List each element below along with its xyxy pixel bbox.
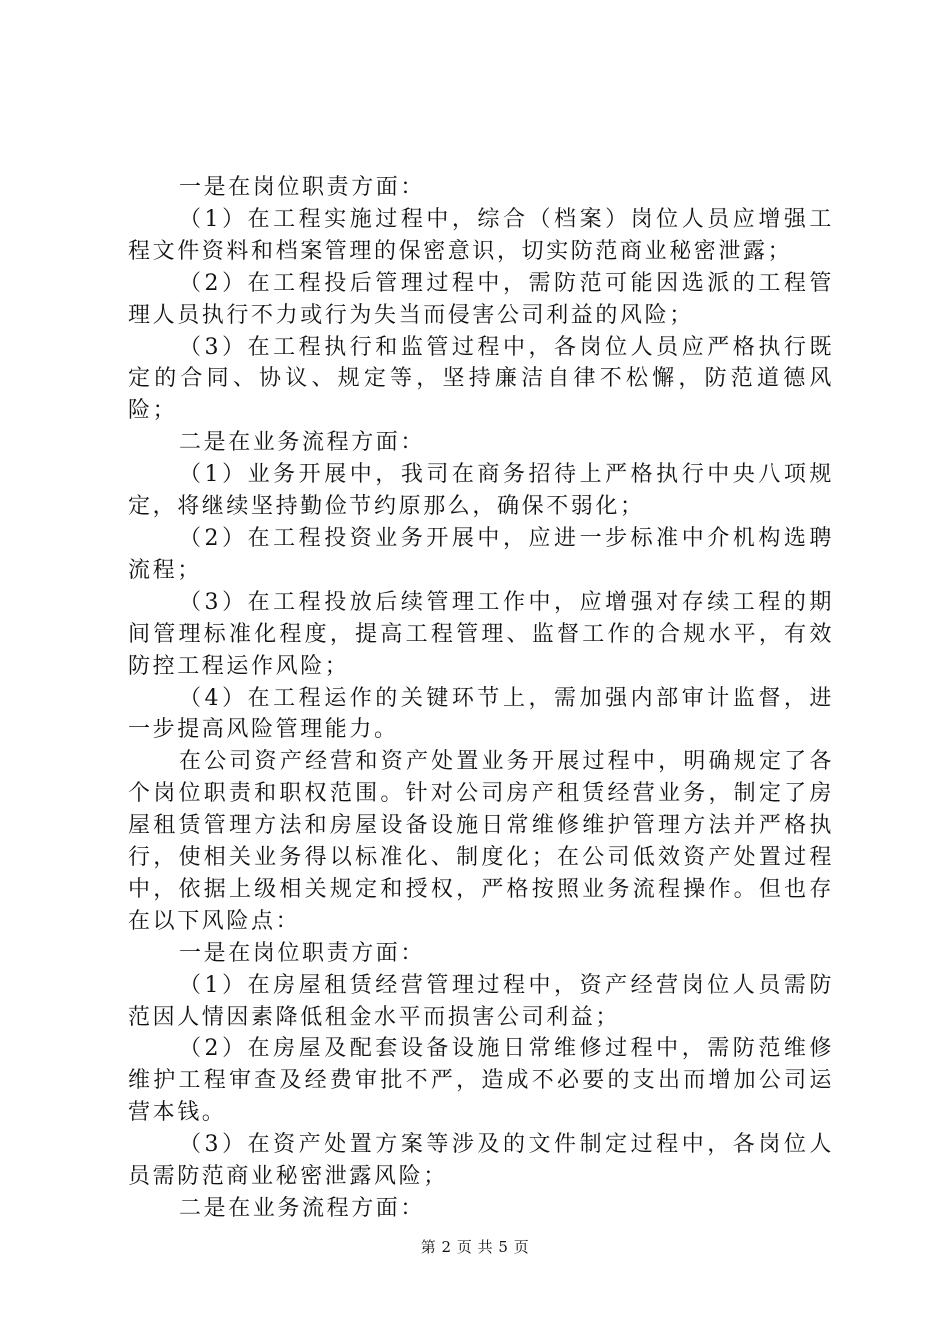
page-number-footer: 第 2 页 共 5 页	[420, 1238, 530, 1256]
paragraph: （2）在工程投后管理过程中，需防范可能因选派的工程管理人员执行不力或行为失当而侵害公司利益的风险；	[128, 270, 834, 328]
paragraph: （1）业务开展中，我司在商务招待上严格执行中央八项规定，将继续坚持勤俭节约原那么，确保不弱化；	[128, 462, 834, 520]
paragraph: （3）在工程执行和监管过程中，各岗位人员应严格执行既定的合同、协议、规定等，坚持廉洁自律不松懈，防范道德风险；	[128, 334, 834, 424]
paragraph: （4）在工程运作的关键环节上，需加强内部审计监督，进一步提高风险管理能力。	[128, 685, 834, 743]
paragraph: 二是在业务流程方面：	[179, 1196, 426, 1221]
paragraph: 二是在业务流程方面：	[179, 430, 426, 456]
paragraph: 在公司资产经营和资产处置业务开展过程中，明确规定了各个岗位职责和职权范围。针对公司房产租赁经营业务，制定了房屋租赁管理方法和房屋设备设施日常维修维护管理方法并严格执行，使相关业务得以标准化、制度化；在公司低效资产处置过程中，依据上级相关规定和授权，严格按照业务流程操作。但也存在以下风险点：	[128, 749, 834, 934]
paragraph: （3）在工程投放后续管理工作中，应增强对存续工程的期间管理标准化程度，提高工程管理、监督工作的合规水平，有效防控工程运作风险；	[128, 589, 834, 679]
paragraph: （2）在房屋及配套设备设施日常维修过程中，需防范维修维护工程审查及经费审批不严，造成不必要的支出而增加公司运营本钱。	[128, 1036, 834, 1126]
paragraph: （2）在工程投资业务开展中，应进一步标准中介机构选聘流程；	[128, 525, 834, 583]
paragraph: （1）在房屋租赁经营管理过程中，资产经营岗位人员需防范因人情因素降低租金水平而损害公司利益；	[128, 972, 834, 1030]
paragraph: （1）在工程实施过程中，综合（档案）岗位人员应增强工程文件资料和档案管理的保密意识，切实防范商业秘密泄露；	[128, 206, 834, 264]
paragraph: 一是在岗位职责方面：	[179, 175, 426, 200]
document-body	[128, 172, 834, 1225]
paragraph: 一是在岗位职责方面：	[179, 940, 426, 966]
paragraph: （3）在资产处置方案等涉及的文件制定过程中，各岗位人员需防范商业秘密泄露风险；	[128, 1132, 834, 1190]
